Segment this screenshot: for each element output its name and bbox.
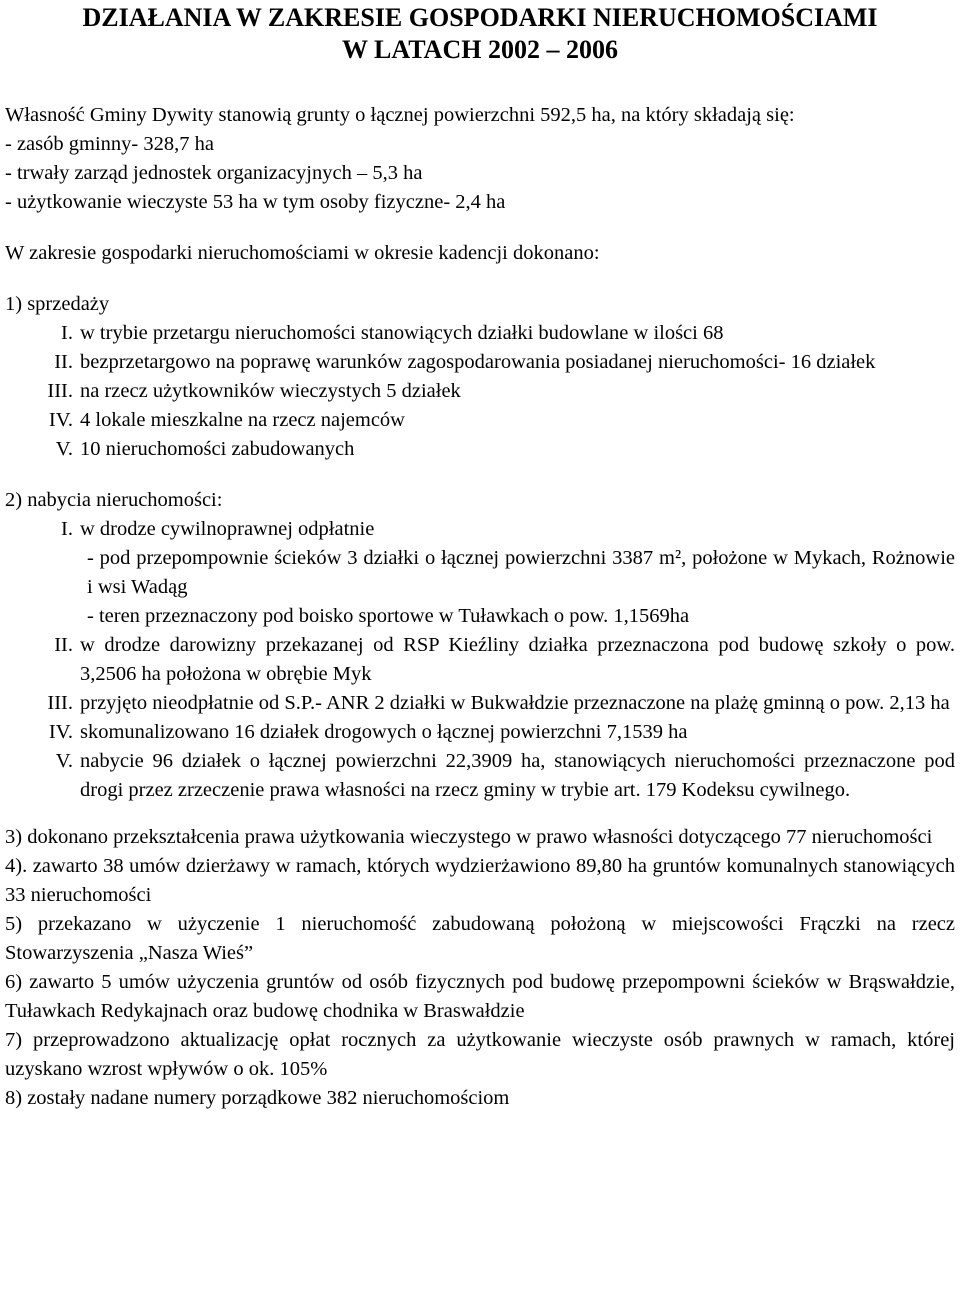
list-text: 10 nieruchomości zabudowanych: [80, 438, 355, 460]
list-text: nabycie 96 działek o łącznej powierzchni 22,3909 ha, stanowiących nieruchomości przeznaczone pod drogi przez zrzeczenie prawa własności na rzecz gminy w trybie art. 179 Kodeksu cywilnego.: [80, 750, 955, 801]
title-line-2: W LATACH 2002 – 2006: [342, 35, 618, 64]
list-number: I.: [61, 322, 73, 344]
list-item: [5, 718, 955, 747]
list-text: 4 lokale mieszkalne na rzecz najemców: [80, 409, 405, 431]
list-number: II.: [54, 351, 73, 373]
list-item: [5, 348, 955, 377]
point-paragraph: 3) dokonano przekształcenia prawa użytkowania wieczystego w prawo własności dotyczącego 77 nieruchomości: [5, 826, 933, 848]
list-number: I.: [61, 518, 73, 540]
list-number: V.: [55, 438, 73, 460]
section-2-heading: 2) nabycia nieruchomości:: [5, 489, 223, 511]
point-paragraph: 6) zawarto 5 umów użyczenia gruntów od osób fizycznych pod budowę przepompowni ścieków w Brąswałdzie, Tuławkach Redykajnach oraz budowę chodnika w Braswałdzie: [5, 971, 955, 1022]
point-paragraph: 7) przeprowadzono aktualizację opłat rocznych za użytkowanie wieczyste osób prawnych w ramach, której uzyskano wzrost wpływów o ok. 105%: [5, 1029, 955, 1080]
summary-text: W zakresie gospodarki nieruchomościami w okresie kadencji dokonano:: [5, 242, 600, 264]
page-title: [0, 2, 960, 66]
list-text: na rzecz użytkowników wieczystych 5 działek: [80, 380, 461, 402]
list-item: [5, 747, 955, 805]
list-item: [5, 515, 955, 544]
list-item: [5, 406, 955, 435]
intro-paragraph: Własność Gminy Dywity stanowią grunty o łącznej powierzchni 592,5 ha, na który składają się:: [5, 104, 795, 126]
list-item: [5, 689, 955, 718]
section-1-heading: 1) sprzedaży: [5, 293, 110, 315]
list-number: IV.: [48, 409, 73, 431]
document-body: [5, 101, 955, 1113]
sub-item: - teren przeznaczony pod boisko sportowe w Tuławkach o pow. 1,1569ha: [87, 605, 690, 627]
list-number: V.: [55, 750, 73, 772]
title-line-1: DZIAŁANIA W ZAKRESIE GOSPODARKI NIERUCHOMOŚCIAMI: [82, 3, 878, 32]
list-text: w drodze darowizny przekazanej od RSP Kieźliny działka przeznaczona pod budowę szkoły o pow. 3,2506 ha położona w obrębie Myk: [80, 634, 955, 685]
point-paragraph: 5) przekazano w użyczenie 1 nieruchomość zabudowaną położoną w miejscowości Frączki na rzecz Stowarzyszenia „Nasza Wieś”: [5, 913, 955, 964]
list-number: III.: [47, 692, 73, 714]
intro-item: - zasób gminny- 328,7 ha: [5, 133, 214, 155]
list-item: [5, 377, 955, 406]
sub-item: - pod przepompownie ścieków 3 działki o łącznej powierzchni 3387 m², położone w Mykach, Rożnowie i wsi Wadąg: [87, 547, 955, 598]
list-number: III.: [47, 380, 73, 402]
list-item: [5, 319, 955, 348]
list-text: w drodze cywilnoprawnej odpłatnie: [80, 518, 375, 540]
intro-item: - użytkowanie wieczyste 53 ha w tym osoby fizyczne- 2,4 ha: [5, 191, 506, 213]
list-text: przyjęto nieodpłatnie od S.P.- ANR 2 działki w Bukwałdzie przeznaczone na plażę gminną o pow. 2,13 ha: [80, 692, 950, 714]
list-item: [5, 631, 955, 689]
list-text: bezprzetargowo na poprawę warunków zagospodarowania posiadanej nieruchomości- 16 działek: [80, 351, 876, 373]
point-paragraph: 4). zawarto 38 umów dzierżawy w ramach, których wydzierżawiono 89,80 ha gruntów komunalnych stanowiących 33 nieruchomości: [5, 855, 955, 906]
intro-item: - trwały zarząd jednostek organizacyjnych – 5,3 ha: [5, 162, 423, 184]
list-number: II.: [54, 634, 73, 656]
list-text: w trybie przetargu nieruchomości stanowiących działki budowlane w ilości 68: [80, 322, 724, 344]
point-paragraph: 8) zostały nadane numery porządkowe 382 nieruchomościom: [5, 1087, 510, 1109]
list-number: IV.: [48, 721, 73, 743]
list-item: [5, 435, 955, 464]
list-text: skomunalizowano 16 działek drogowych o łącznej powierzchni 7,1539 ha: [80, 721, 688, 743]
